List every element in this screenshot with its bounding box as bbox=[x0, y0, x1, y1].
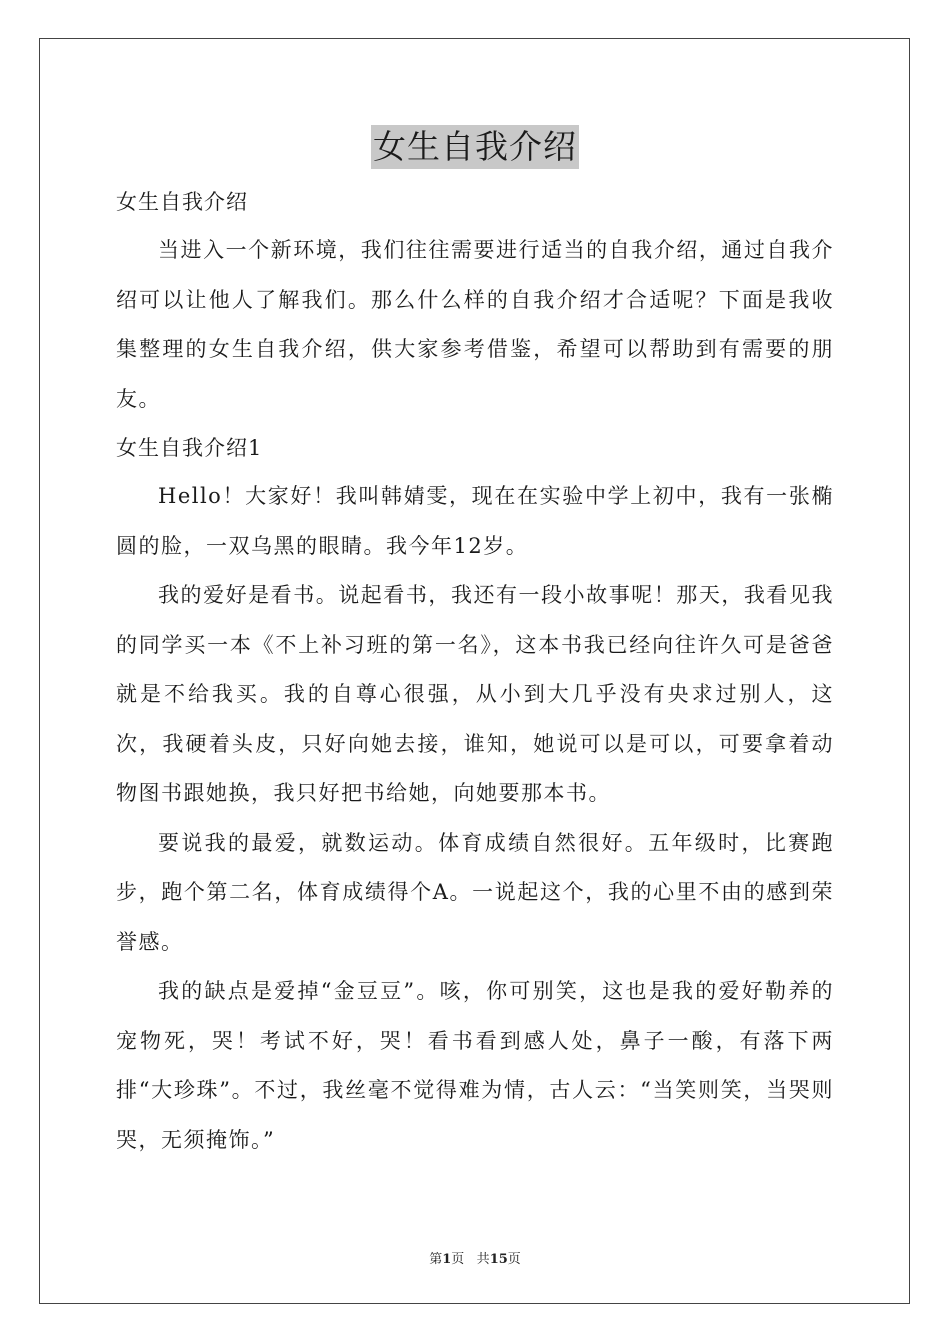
page-footer bbox=[0, 1248, 950, 1267]
section-heading: 女生自我介绍1 bbox=[116, 436, 263, 460]
intro-paragraph: 当进入一个新环境，我们往往需要进行适当的自我介绍，通过自我介绍可以让他人了解我们。那么什么样的自我介绍才合适呢？下面是我收集整理的女生自我介绍，供大家参考借鉴，希望可以帮助到有需要的朋友。 bbox=[116, 238, 834, 411]
total-pages: 15 bbox=[489, 1252, 508, 1267]
document-title: 女生自我介绍 bbox=[371, 125, 579, 169]
total-prefix: 共 bbox=[476, 1252, 490, 1267]
page-number: 1 bbox=[442, 1252, 452, 1267]
subtitle-heading: 女生自我介绍 bbox=[116, 190, 248, 214]
page-prefix: 第 bbox=[429, 1252, 443, 1267]
body-paragraph: Hello！大家好！我叫韩婧雯，现在在实验中学上初中，我有一张椭圆的脸，一双乌黑的眼睛。我今年12岁。 bbox=[116, 484, 834, 558]
body-paragraph: 我的爱好是看书。说起看书，我还有一段小故事呢！那天，我看见我的同学买一本《不上补习班的第一名》，这本书我已经向往许久可是爸爸就是不给我买。我的自尊心很强，从小到大几乎没有央求过别人，这次，我硬着头皮，只好向她去接，谁知，她说可以是可以，可要拿着动物图书跟她换，我只好把书给她，向她要那本书。 bbox=[116, 583, 834, 805]
body-paragraph: 我的缺点是爱掉“金豆豆”。咳，你可别笑，这也是我的爱好勒养的宠物死，哭！考试不好，哭！看书看到感人处，鼻子一酸，有落下两排“大珍珠”。不过，我丝毫不觉得难为情，古人云：“当笑则笑，当哭则哭，无须掩饰。” bbox=[116, 979, 834, 1152]
title-container bbox=[0, 125, 950, 169]
page-suffix: 页 bbox=[451, 1252, 465, 1267]
total-suffix: 页 bbox=[507, 1252, 521, 1267]
document-body bbox=[116, 178, 834, 1165]
body-paragraph: 要说我的最爱，就数运动。体育成绩自然很好。五年级时，比赛跑步，跑个第二名，体育成绩得个A。一说起这个，我的心里不由的感到荣誉感。 bbox=[116, 830, 834, 954]
